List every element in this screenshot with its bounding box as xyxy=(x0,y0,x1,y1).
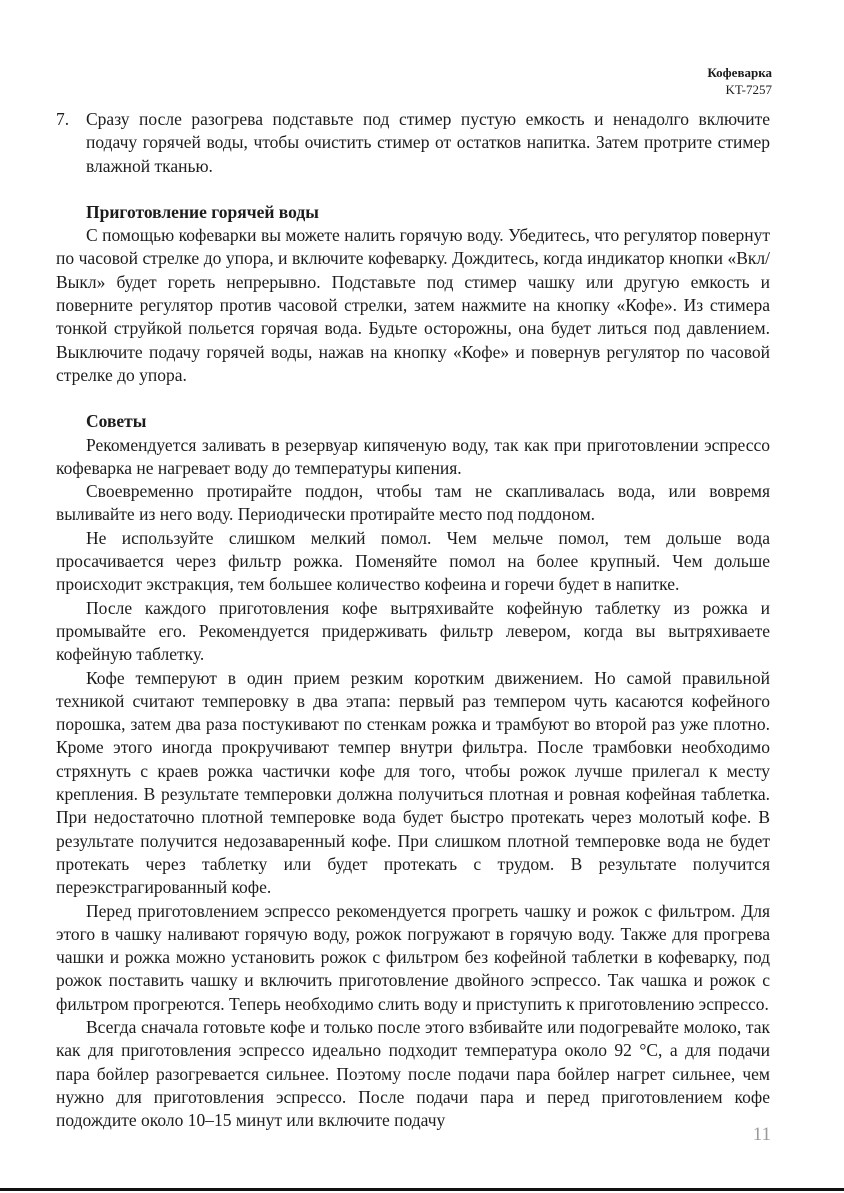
product-model: KT-7257 xyxy=(725,82,772,97)
tip-paragraph: Рекомендуется заливать в резервуар кипяченую воду, так как при приготовлении эспрессо кофеварка не нагревает воду до температуры кипения. xyxy=(56,434,770,478)
step-text: Сразу после разогрева подставьте под стимер пустую емкость и ненадолго включите подачу горячей воды, чтобы очистить стимер от остатков напитка. Затем протрите стимер влажной тканью. xyxy=(86,109,770,176)
tip-paragraph: Кофе темперуют в один прием резким коротким движением. Но самой правильной техникой считают темперовку в два этапа: первый раз темпером чуть касаются кофейного порошка, затем два раза постукивают по стенкам рожка и трамбуют во второй раз уже плотно. Кроме этого иногда прокручивают темпер внутри фильтра. После трамбовки необходимо стряхнуть с краев рожка частички кофе для того, чтобы рожок лучше прилегал к месту крепления. В результате темперовки должна получиться плотная и ровная кофейная таблетка. При недостаточно плотной темперовке вода будет быстро протекать через молотый кофе. В результате получится недозаваренный кофе. При слишком плотной темперовке вода не будет протекать через таблетку или будет протекать с трудом. В результате получится переэкстрагированный кофе. xyxy=(56,667,770,898)
paragraph-hot-water: С помощью кофеварки вы можете налить горячую воду. Убедитесь, что регулятор повернут по часовой стрелке до упора, и включите кофеварку. Дождитесь, когда индикатор кнопки «Вкл/Выкл» будет гореть непрерывно. Подставьте под стимер чашку или другую емкость и поверните регулятор против часовой стрелки, затем нажмите на кнопку «Кофе». Из стимера тонкой струйкой польется горячая вода. Будьте осторожны, она будет литься под давлением. Выключите подачу горячей воды, нажав на кнопку «Кофе» и повернув регулятор по часовой стрелке до упора. xyxy=(56,225,770,385)
product-title: Кофеварка xyxy=(707,65,772,80)
bottom-divider xyxy=(0,1188,844,1191)
tip-paragraph: Не используйте слишком мелкий помол. Чем мельче помол, тем дольше вода просачивается через фильтр рожка. Поменяйте помол на более крупный. Чем дольше происходит экстракция, тем большее количество кофеина и горечи будет в напитке. xyxy=(56,527,770,595)
page-content xyxy=(56,108,770,1132)
tip-paragraph: Перед приготовлением эспрессо рекомендуется прогреть чашку и рожок с фильтром. Для этого в чашку наливают горячую воду, рожок погружают в горячую воду. Также для прогрева чашки и рожка можно установить рожок с фильтром без кофейной таблетки в кофеварку, под рожок поставить чашку и включить приготовление двойного эспрессо. Так чашка и рожок с фильтром прогреются. Теперь необходимо слить воду и приступить к приготовлению эспрессо. xyxy=(56,900,770,1014)
step-number: 7. xyxy=(56,109,70,129)
tip-paragraph: Всегда сначала готовьте кофе и только после этого взбивайте или подогревайте молоко, так как для приготовления эспрессо идеально подходит температура около 92 °С, а для подачи пара бойлер разогревается сильнее. Поэтому после подачи пара бойлер нагрет сильнее, чем нужно для приготовления эспрессо. После подачи пара и перед приготовлением кофе подождите около 10–15 минут или включите подачу xyxy=(56,1016,770,1131)
page-number: 11 xyxy=(752,1124,771,1145)
page-header xyxy=(707,64,772,98)
section-heading-hot-water: Приготовление горячей воды xyxy=(86,201,319,222)
section-heading-tips: Советы xyxy=(86,411,147,432)
tip-paragraph: Своевременно протирайте поддон, чтобы там не скапливалась вода, или вовремя выливайте из него воду. Периодически протирайте место под поддоном. xyxy=(56,481,770,525)
instruction-step-7 xyxy=(56,108,770,178)
tip-paragraph: После каждого приготовления кофе вытряхивайте кофейную таблетку из рожка и промывайте его. Рекомендуется придерживать фильтр левером, когда вы вытряхиваете кофейную таблетку. xyxy=(56,597,770,665)
